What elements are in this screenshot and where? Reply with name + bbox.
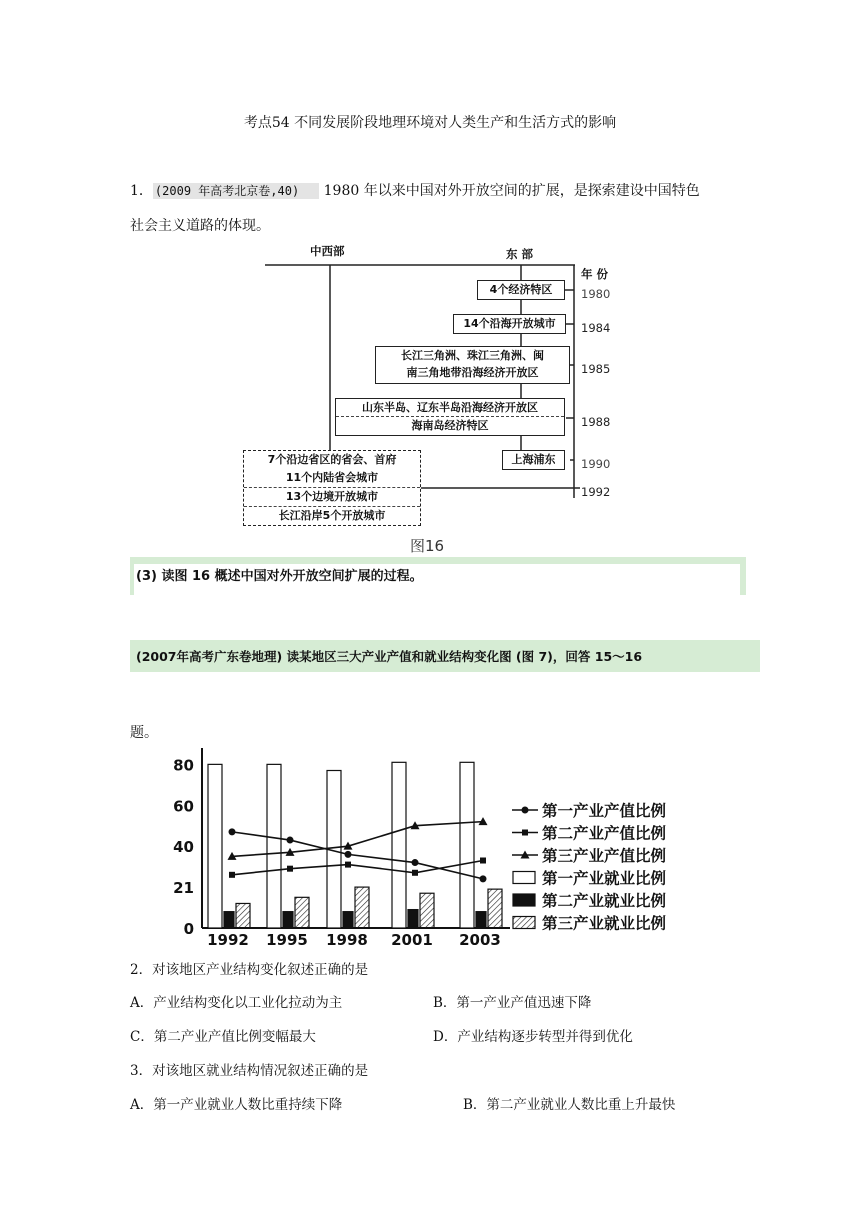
east-box-4-sez: 4个经济特区 [477,280,565,300]
legend-label: 第三产业就业比例 [542,914,667,933]
bar-1-1995 [267,764,281,928]
year-1992: 1992 [581,485,611,499]
line-point [480,858,486,864]
question-2-option-d: D．产业结构逐步转型并得到优化 [433,1029,633,1045]
legend-label: 第一产业就业比例 [542,869,667,888]
line-point [412,859,419,866]
year-1990: 1990 [581,457,611,471]
y-tick-label: 21 [173,879,194,898]
line-point [229,828,236,835]
peninsulas-line: 山东半岛、辽东半岛沿海经济开放区 [336,399,564,417]
question-2-option-c: C．第二产业产值比例变幅最大 [130,1029,316,1045]
line-point [345,862,351,868]
delta-zones-line-1: 长江三角洲、珠江三角洲、闽 [401,349,544,362]
x-tick-label: 2001 [391,931,433,949]
line-point [345,851,352,858]
west-line-2: 11个内陆省会城市 [244,469,420,488]
legend-marker [522,830,528,836]
question-1-text-cont: 社会主义道路的体现。 [130,218,270,234]
bar-2-1995 [283,912,293,928]
bar-2-1998 [343,912,353,928]
east-box-delta-zones [375,346,570,384]
east-box-shanghai-pudong: 上海浦东 [502,450,565,470]
x-tick-label: 1998 [326,931,368,949]
bar-1-1992 [208,764,222,928]
legend-label: 第二产业就业比例 [542,892,667,910]
question-2-option-a: A．产业结构变化以工业化拉动为主 [130,995,343,1011]
y-tick-label: 80 [173,756,194,775]
question-1-sub-3: (3) 读图 16 概述中国对外开放空间扩展的过程。 [136,569,423,584]
question-3-option-a: A．第一产业就业人数比重持续下降 [130,1097,343,1113]
question-1 [130,180,700,200]
line-point [480,875,487,882]
west-line-1: 7个沿边省区的省会、首府 [267,453,397,466]
legend-label: 第三产业产值比例 [542,847,667,865]
bar-3-1995 [295,897,309,928]
east-box-14-coastal-cities: 14个沿海开放城市 [453,314,566,334]
group-header: (2007年高考广东卷地理) 读某地区三大产业产值和就业结构变化图 (图 7)，回答 15～16 [136,649,643,664]
year-1988: 1988 [581,415,611,429]
east-box-peninsulas [335,398,565,436]
x-tick-label: 1992 [207,931,249,949]
delta-zones-line-2: 南三角地带沿海经济开放区 [406,366,539,379]
year-column-label: 年 份 [581,267,609,281]
question-1-number: 1． [130,183,153,199]
y-tick-label: 60 [173,797,194,816]
west-line-4: 长江沿岸5个开放城市 [278,509,386,522]
line-point [229,872,235,878]
industry-structure-chart [160,740,720,955]
diagram-caption: 图16 [410,537,445,555]
line-point [287,837,294,844]
bar-3-2001 [420,893,434,928]
west-box-inland-opening [243,450,421,526]
legend-label: 第二产业产值比例 [542,824,667,843]
group-header-tail: 题。 [130,725,158,741]
legend-label: 第一产业产值比例 [542,802,667,820]
west-column-label: 中西部 [310,244,345,258]
bar-1-2003 [460,762,474,928]
question-3-option-b: B．第二产业就业人数比重上升最快 [463,1097,676,1113]
question-2-stem: 2．对该地区产业结构变化叙述正确的是 [130,962,369,978]
bar-2-2001 [408,910,418,928]
legend-box-swatch [513,917,535,929]
bar-1-2001 [392,762,406,928]
x-tick-label: 2003 [459,931,501,949]
question-1-text: 1980 年以来中国对外开放空间的扩展，是探索建设中国特色 [323,183,700,199]
legend-marker [522,807,529,814]
year-1985: 1985 [581,362,611,376]
bar-3-1998 [355,887,369,928]
east-column-label: 东 部 [506,247,534,261]
legend-box-swatch [513,894,535,906]
x-tick-label: 1995 [266,931,308,949]
page-title: 考点54 不同发展阶段地理环境对人类生产和生活方式的影响 [243,115,617,131]
question-1-sub-3-band [130,557,746,595]
bar-3-1992 [236,903,250,928]
year-1984: 1984 [581,321,611,335]
west-line-3: 13个边境开放城市 [244,488,420,507]
line-point [287,866,293,872]
question-2-option-b: B．第一产业产值迅速下降 [433,995,592,1011]
question-3-stem: 3．对该地区就业结构情况叙述正确的是 [130,1063,369,1079]
bar-3-2003 [488,889,502,928]
y-tick-label: 40 [173,838,194,857]
hainan-sez-line: 海南岛经济特区 [411,419,489,432]
line-point [412,870,418,876]
group-header-band [130,640,760,672]
question-1-source: (2009 年高考北京卷,40) [153,183,319,199]
bar-2-1992 [224,912,234,928]
bar-2-2003 [476,912,486,928]
open-policy-diagram [240,238,620,558]
legend-box-swatch [513,872,535,884]
year-1980: 1980 [581,287,611,301]
y-tick-label: 0 [183,920,194,938]
